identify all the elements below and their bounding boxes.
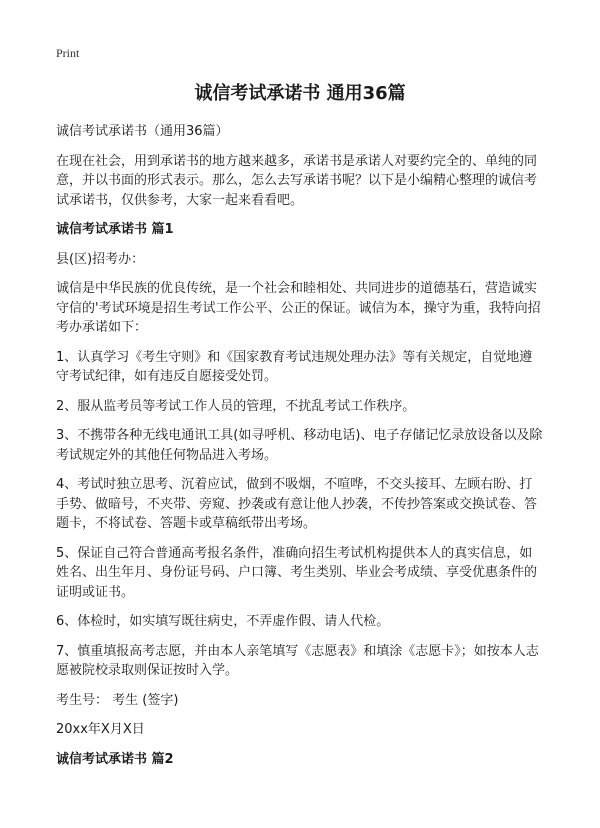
pledge-item-7: 7、慎重填报高考志愿，并由本人亲笔填写《志愿表》和填涂《志愿卡》；如按本人志愿被院校录取则保证按时入学。 [56,643,539,678]
pledge-item-4: 4、考试时独立思考、沉着应试，做到不吸烟，不喧哗，不交头接耳、左顾右盼、打手势、做暗号，不夹带、旁窥、抄袭或有意让他人抄袭，不传抄答案或交换试卷、答题卡，不将试卷、答题卡或草稿纸带出考场。 [56,477,538,531]
page-title: 诚信考试承诺书 通用36篇 [194,83,406,104]
section-heading-2: 诚信考试承诺书 篇2 [56,751,174,767]
document-subtitle: 诚信考试承诺书（通用36篇） [56,124,229,139]
pledge-item-1: 1、认真学习《考生守则》和《国家教育考试违规处理办法》等有关规定，自觉地遵守考试纪律，如有违反自愿接受处罚。 [56,349,533,384]
date-line: 20xx年X月X日 [56,722,145,737]
section-heading-1: 诚信考试承诺书 篇1 [56,222,174,237]
pledge-item-5: 5、保证自己符合普通高考报名条件，准确向招生考试机构提供本人的真实信息，如姓名、出生年月、身份证号码、户口簿、考生类别、毕业会考成绩、享受优惠条件的证明或证书。 [56,545,538,600]
pledge-item-6: 6、体检时，如实填写既往病史，不弄虚作假、请人代检。 [56,614,390,629]
intro-paragraph: 在现在社会，用到承诺书的地方越来越多，承诺书是承诺人对要约完全的、单纯的同意，并以书面的形式表示。那么，怎么去写承诺书呢？以下是小编精心整理的诚信考试承诺书，仅供参考，大家一起来看看吧。 [56,153,538,208]
pledge-item-2: 2、服从监考员等考试工作人员的管理，不扰乱考试工作秩序。 [56,398,416,414]
pledge-item-3: 3、不携带各种无线电通讯工具(如寻呼机、移动电话)、电子存储记忆录放设备以及除考试规定外的其他任何物品进入考场。 [56,428,543,463]
print-label[interactable]: Print [56,46,80,60]
addressee-line: 县(区)招考办： [56,251,145,267]
signature-line: 考生号： 考生 (签字) [56,692,179,708]
opening-paragraph: 诚信是中华民族的优良传统，是一个社会和睦相处、共同进步的道德基石，营造诚实守信的'考试环境是招生考试工作公平、公正的保证。诚信为本，操守为重，我特向招考办承诺如下： [56,281,541,335]
